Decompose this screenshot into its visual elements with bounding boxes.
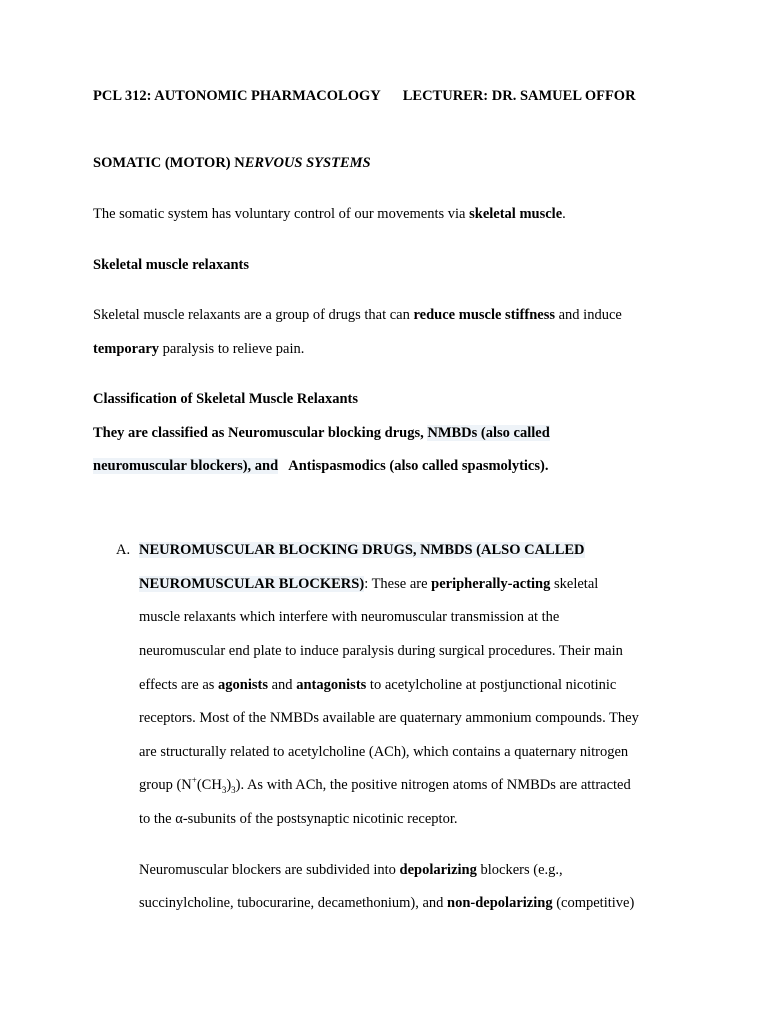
formula-part-c: ) xyxy=(226,777,232,793)
relaxants-text: Skeletal muscle relaxants are a group of drugs that can xyxy=(93,307,414,323)
section-a-line-4: neuromuscular end plate to induce paralysis during surgical procedures. Their main xyxy=(139,643,623,659)
classification-line-1 xyxy=(93,425,550,442)
relaxants-text-2: paralysis to relieve pain. xyxy=(159,341,305,357)
relaxants-heading: Skeletal muscle relaxants xyxy=(93,257,249,273)
subdivision-text-2-end: (competitive) xyxy=(552,895,635,911)
relaxants-bold-temporary: temporary xyxy=(93,341,160,357)
section-a-agonists: agonists xyxy=(218,677,268,693)
subdivision-text: Neuromuscular blockers are subdivided into xyxy=(139,862,400,878)
intro-paragraph xyxy=(93,206,566,223)
intro-bold: skeletal muscle xyxy=(469,206,563,222)
section-a-antagonists: antagonists xyxy=(296,677,367,693)
section-title xyxy=(93,155,371,172)
section-title-part1: SOMATIC (MOTOR) N xyxy=(93,155,245,171)
formula-part-a: group (N xyxy=(139,777,192,793)
section-a-title-1 xyxy=(139,542,585,559)
classification-text: They are classified as Neuromuscular blocking drugs, xyxy=(93,425,428,441)
section-a-line-5 xyxy=(139,677,616,694)
course-title: PCL 312: AUTONOMIC PHARMACOLOGY xyxy=(93,88,381,104)
subdivision-text-end: blockers (e.g., xyxy=(476,862,563,878)
section-a-line-9: to the α-subunits of the postsynaptic nicotinic receptor. xyxy=(139,811,458,827)
section-a-line-7: are structurally related to acetylcholine (ACh), which contains a quaternary nitrogen xyxy=(139,744,629,760)
classification-highlight-2: neuromuscular blockers), and xyxy=(93,458,279,474)
section-a-line-2 xyxy=(139,576,598,593)
section-a-text-end: skeletal xyxy=(550,576,599,592)
relaxants-bold: reduce muscle stiffness xyxy=(413,307,555,323)
formula-sub: 3 xyxy=(221,784,227,795)
intro-end: . xyxy=(562,206,566,222)
relaxants-text-end: and induce xyxy=(555,307,622,323)
formula-sub-2: 3 xyxy=(231,784,236,795)
subdivision-text-2: succinylcholine, tubocurarine, decamethonium), and xyxy=(139,895,448,911)
section-a-l5-text: effects are as xyxy=(139,677,219,693)
section-a-l5-end: to acetylcholine at postjunctional nicotinic xyxy=(366,677,617,693)
header-line xyxy=(93,88,636,105)
section-a-bold: peripherally-acting xyxy=(431,576,551,592)
relaxants-line-2 xyxy=(93,341,304,358)
formula-part-d: ). As with ACh, the positive nitrogen atoms of NMBDs are attracted xyxy=(235,777,631,793)
section-a-line-6: receptors. Most of the NMBDs available are quaternary ammonium compounds. They xyxy=(139,710,639,726)
classification-line-2 xyxy=(93,458,548,475)
section-a-line-8 xyxy=(139,777,631,794)
lecturer-name: LECTURER: DR. SAMUEL OFFOR xyxy=(402,88,636,104)
intro-text: The somatic system has voluntary control of our movements via xyxy=(93,206,470,222)
subdivision-line-1 xyxy=(139,862,563,879)
list-marker-a: A. xyxy=(116,542,131,558)
section-a-l5-and: and xyxy=(268,677,297,693)
classification-text-2: Antispasmodics (also called spasmolytics). xyxy=(278,458,549,474)
section-a-text: : These are xyxy=(364,576,432,592)
formula-part-b: (CH xyxy=(196,777,222,793)
relaxants-line-1 xyxy=(93,307,622,324)
classification-heading: Classification of Skeletal Muscle Relaxants xyxy=(93,391,359,407)
subdivision-line-2 xyxy=(139,895,634,912)
section-title-part2: ERVOUS SYSTEMS xyxy=(244,155,371,171)
classification-highlight: NMBDs (also called xyxy=(427,425,550,441)
formula-sup: + xyxy=(191,775,197,786)
subdivision-non-depolarizing: non-depolarizing xyxy=(447,895,553,911)
subdivision-depolarizing: depolarizing xyxy=(399,862,477,878)
section-a-line-3: muscle relaxants which interfere with neuromuscular transmission at the xyxy=(139,609,560,625)
section-a-title-text: NEUROMUSCULAR BLOCKING DRUGS, NMBDS (ALSO CALLED xyxy=(139,542,585,558)
section-a-title-text-2: NEUROMUSCULAR BLOCKERS) xyxy=(139,576,365,592)
